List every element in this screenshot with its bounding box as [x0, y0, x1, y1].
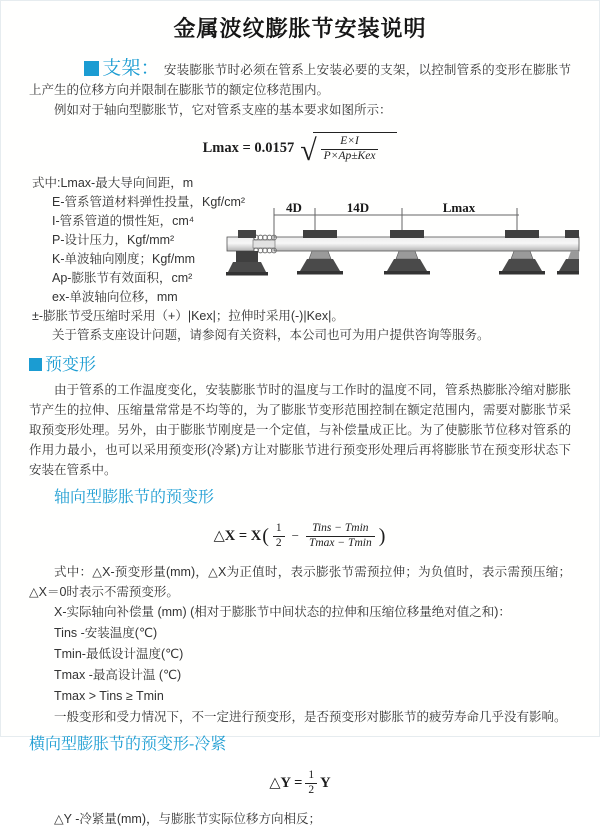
close-paren: ) — [378, 525, 386, 547]
lateral-subheading: 横向型膨胀节的预变形-冷紧 — [29, 736, 227, 753]
lateral-formula — [29, 763, 571, 803]
fraction-numerator: 1 — [308, 768, 315, 781]
lateral-formula-tail: Y — [320, 775, 331, 791]
definition-line: I-管系管道的惯性矩，cm⁴ — [52, 214, 195, 228]
fraction-denominator: 2 — [305, 783, 317, 798]
definition-line: ex-单波轴向位移，mm — [52, 290, 178, 304]
predeform-body-paragraph: 由于管系的工作温度变化，安装膨胀节时的温度与工作时的温度不同，管系热膨胀冷缩对膨胀节产生的拉伸、压缩量常常是不均等的，为了膨胀节变形范围控制在额定范围内，需要对膨胀节采取预变形处理。另外，由于膨胀节刚度是一个定值，与补偿量成正比。为了使膨胀节位移对管系的作用力最小，也可以采用预变形(冷紧)方让对膨胀节进行预变形处理后再将膨胀节在预变形状态下安装在管系中。 — [29, 383, 571, 477]
definition-line: ±-膨胀节受压缩时采用（+）|Kex|；拉伸时采用(-)|Kex|。 — [32, 309, 344, 323]
param-line: Tins -安装温度(℃) — [54, 626, 158, 640]
definition-line: E-管系管道材料弹性投量，Kgf/cm² — [52, 195, 246, 209]
axial-explain-paragraph: 式中：△X-预变形量(mm)，△X为正值时，表示膨张节需预拉伸；为负值时，表示需预压缩；△X＝0时表示不需预变形。 — [29, 565, 571, 599]
dimension-label-lmax: Lmax — [442, 200, 476, 215]
guide-support — [499, 230, 545, 275]
fraction-denominator: Tmax − Tmin — [306, 536, 375, 551]
axial-note-line: 一般变形和受力情况下，不一定进行预变形，是否预变形对膨胀节的疲劳寿命几乎没有影响。 — [54, 710, 567, 724]
section-marker-icon — [29, 358, 42, 371]
param-line: X-实际轴向补偿量 (mm) (相对于膨胀节中间状态的拉伸和压缩位移量绝对值之和)： — [54, 605, 511, 619]
minus-sign: − — [291, 528, 299, 543]
open-paren: ( — [262, 525, 269, 547]
param-line: Tmax -最高设计温 (℃) — [54, 668, 182, 682]
one-half-fraction — [305, 769, 317, 798]
guide-support — [384, 230, 430, 275]
radicand — [313, 132, 398, 164]
definition-line: Ap-膨胀节有效面积，cm² — [52, 271, 193, 285]
section-marker-icon — [84, 61, 99, 76]
pipe-main — [274, 237, 579, 251]
pipe-support-diagram — [227, 201, 579, 297]
lmax-formula — [29, 128, 571, 168]
lmax-fraction-numerator: E×I — [340, 135, 359, 148]
lmax-fraction — [321, 135, 379, 164]
page-title: 金属波纹膨胀节安装说明 — [173, 16, 427, 41]
lateral-formula-lhs: △Y = — [269, 775, 303, 791]
axial-formula — [29, 516, 571, 556]
fraction-denominator: 2 — [273, 536, 285, 551]
lmax-formula-lhs: Lmax = 0.0157 — [202, 140, 295, 156]
lateral-note-line: △Y -冷紧量(mm)，与膨胀节实际位移方向相反； — [54, 812, 322, 826]
pipe-left-stub — [227, 237, 254, 251]
one-half-fraction — [273, 522, 285, 551]
dimension-label-4d: 4D — [286, 200, 302, 215]
param-line: Tmin-最低设计温度(℃) — [54, 647, 184, 661]
guide-support — [297, 230, 343, 275]
param-line: Tmax > Tins ≥ Tmin — [54, 689, 164, 703]
bellows-body — [253, 240, 275, 248]
lmax-fraction-denominator: P×Ap±Kex — [321, 149, 379, 164]
support-example-line: 例如对于轴向型膨胀节，它对管系支座的基本要求如图所示： — [54, 103, 392, 117]
sqrt-expression — [300, 132, 397, 167]
predeform-heading-text: 预变形 — [45, 355, 96, 374]
temperature-fraction — [306, 522, 375, 551]
dimension-label-14d: 14D — [346, 200, 370, 215]
support-intro-paragraph — [29, 59, 571, 100]
support-intro-text: 安装膨胀节时必须在管系上安装必要的支架，以控制管系的变形在膨胀节上产生的位移方向并限制在膨胀节的额定位移范围内。 — [29, 63, 571, 97]
support-section-heading: 支架： — [102, 58, 160, 79]
predeform-section-heading — [29, 355, 571, 376]
definitions-and-diagram — [29, 174, 571, 346]
definition-line: 式中:Lmax-最大导向间距，m — [32, 176, 194, 190]
fraction-numerator: 1 — [275, 521, 282, 534]
definition-line: P-设计压力，Kgf/mm² — [52, 233, 175, 247]
axial-subheading: 轴向型膨胀节的预变形 — [54, 489, 215, 506]
fraction-numerator: Tins − Tmin — [312, 521, 369, 534]
definition-line: 关于管系支座设计问题，请参阅有关资料，本公司也可为用户提供咨询等服务。 — [52, 328, 490, 342]
axial-formula-lhs: △X = X — [213, 528, 262, 544]
radical-sign: √ — [300, 133, 317, 167]
definition-line: K-单波轴向刚度；Kgf/mm — [52, 252, 196, 266]
